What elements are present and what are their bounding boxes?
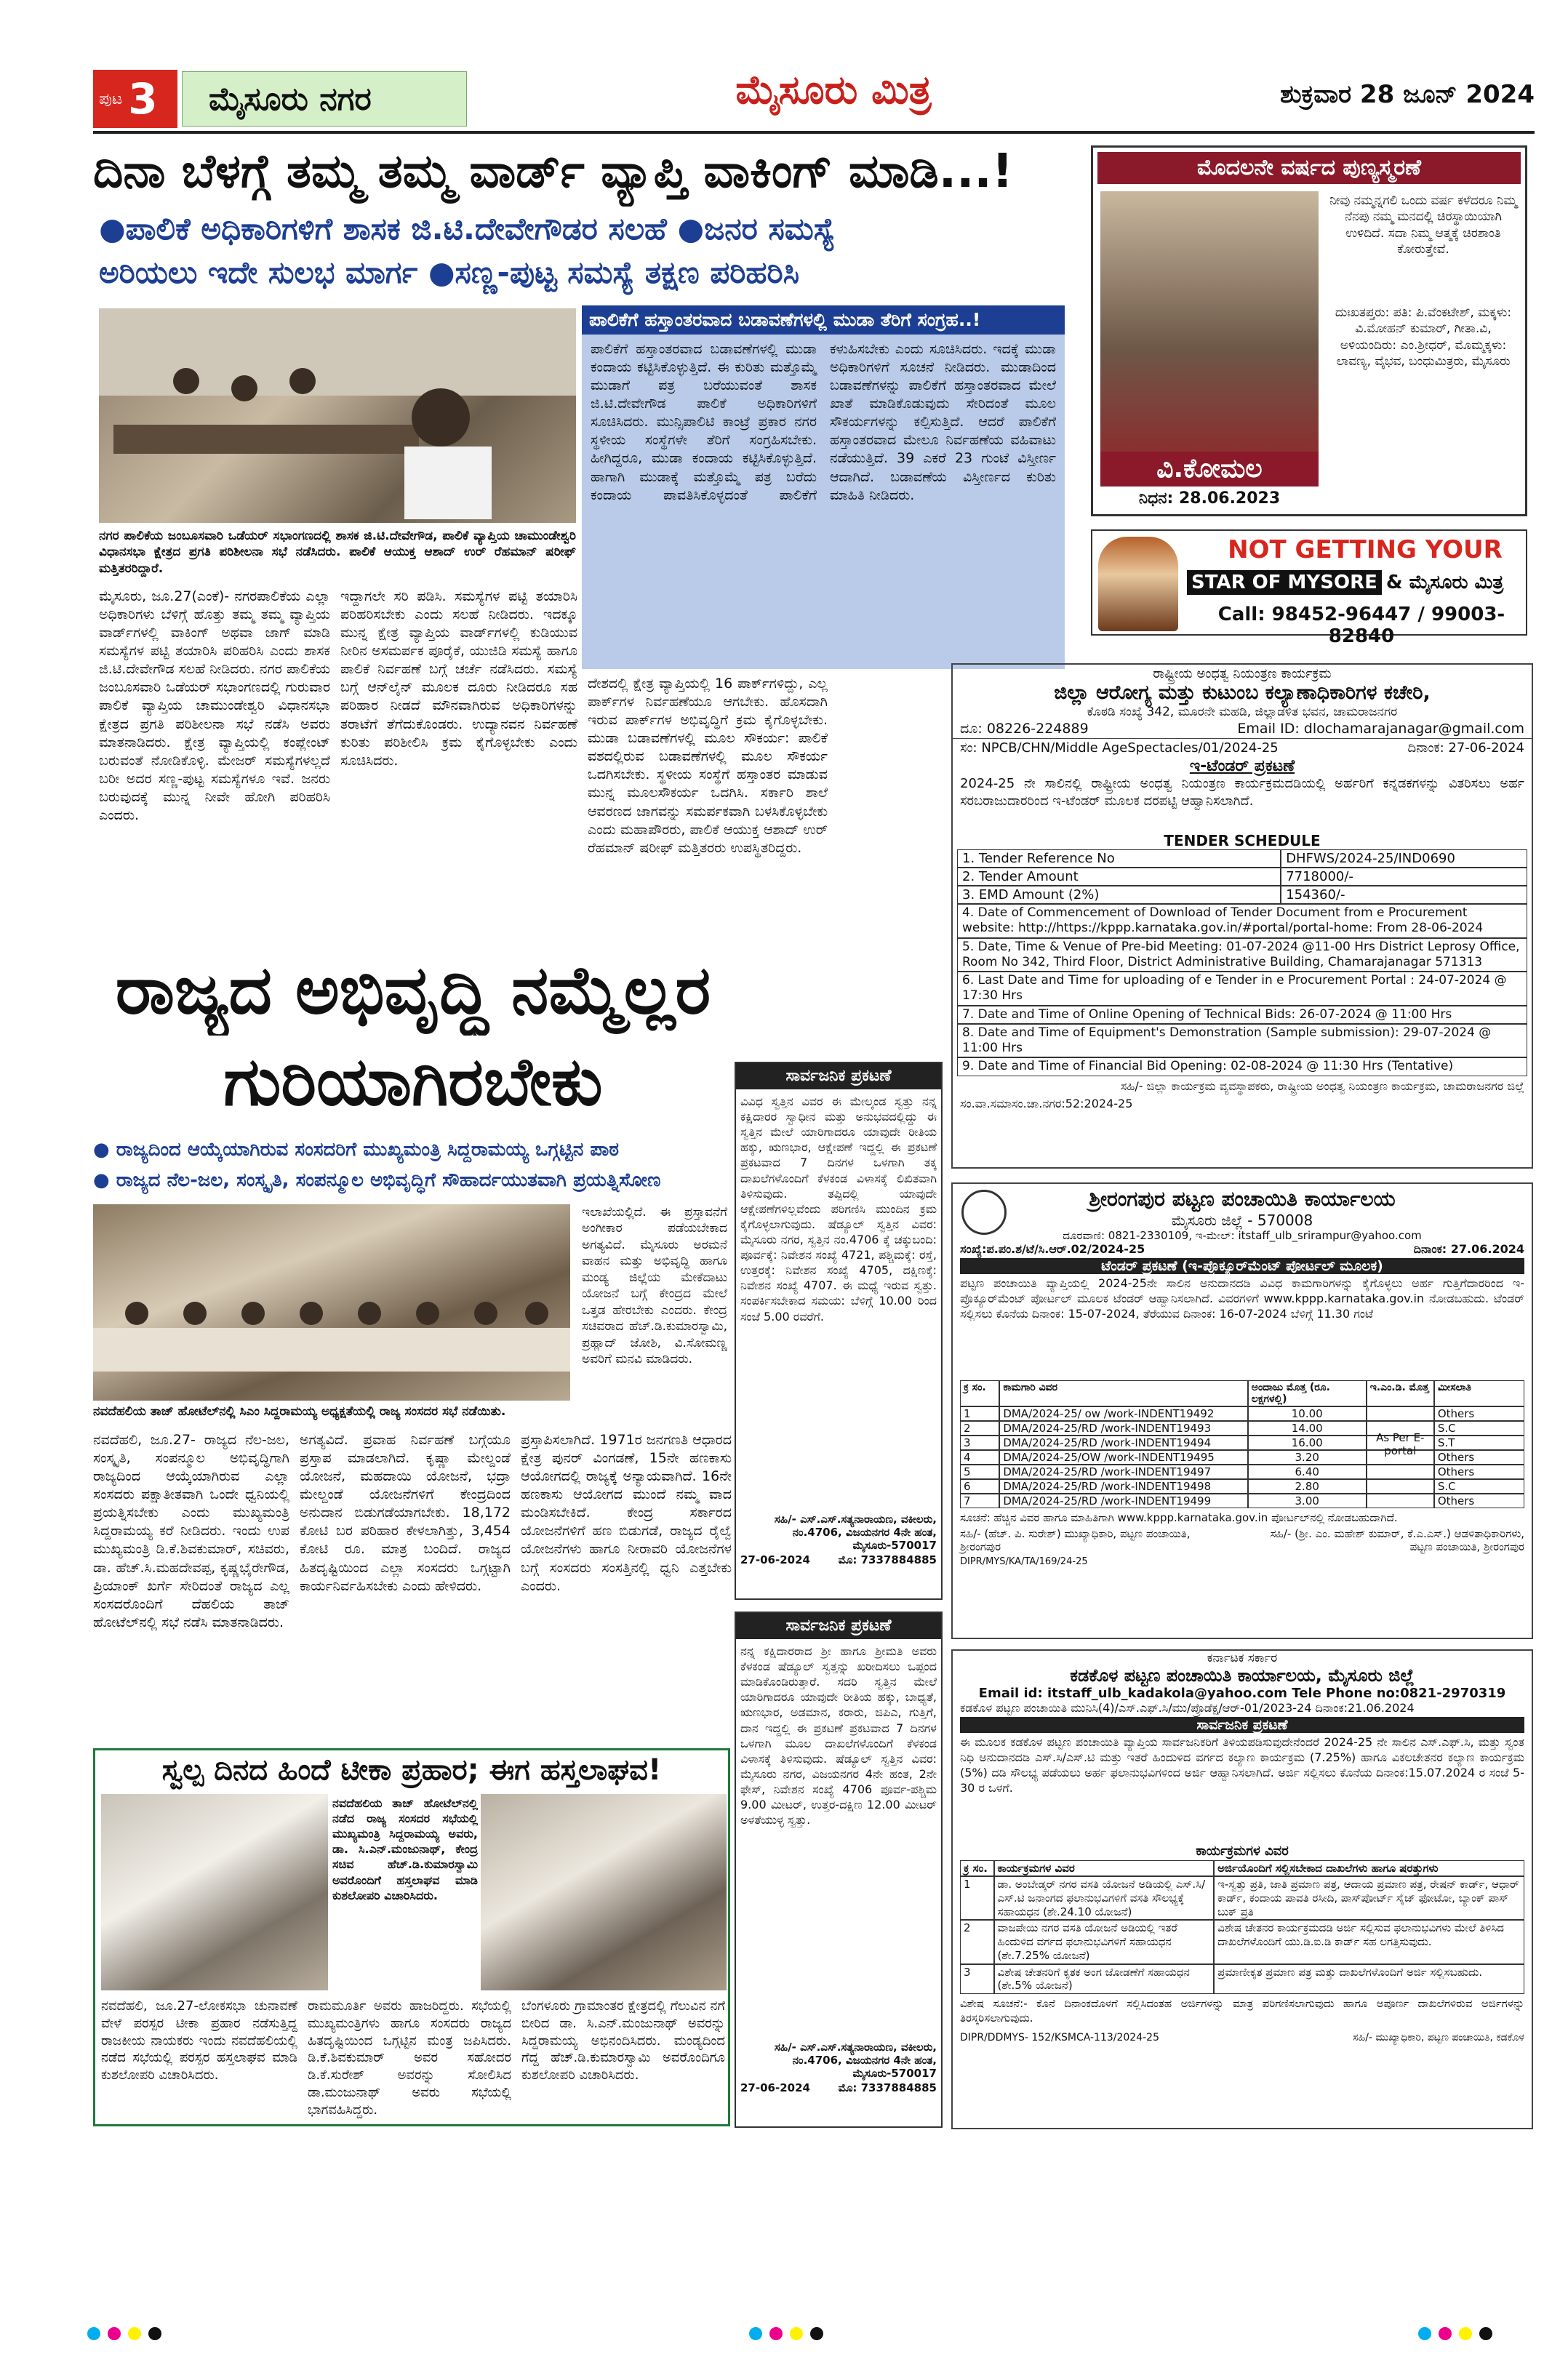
programme-table-row bbox=[960, 1920, 1524, 1963]
works-table-cell: 6 bbox=[960, 1479, 999, 1494]
lead-column-1: ಮೈಸೂರು, ಜೂ.27(ಎಂಕೆ)- ನಗರಪಾಲಿಕೆಯ ಎಲ್ಲಾ ಅಧಿಕಾರಿಗಳು ಬೆಳಿಗ್ಗೆ ಹೊತ್ತು ತಮ್ಮ ತಮ್ಮ ವ್ಯಾಪ್ತಿಯ ವಾರ್ಡ್‌ಗಳಲ್ಲಿ ವಾಕಿಂಗ್ ಅಥವಾ ಜಾಗ್ ಮಾಡಿ ಸಮಸ್ಯೆಗಳ ಪಟ್ಟಿ ತಯಾರಿಸಿ ಪರಿಹರಿಸಿ ಎಂದು ಶಾಸಕ ಜಿ.ಟಿ.ದೇವೇಗೌಡ ಸಲಹೆ ನೀಡಿದರು. ನಗರ ಪಾಲಿಕೆಯ ಜಂಬೂಸವಾರಿ ಒಡೆಯರ್ ಸಭಾಂಗಣದಲ್ಲಿ ಗುರುವಾರ ಪಾಲಿಕೆ ವ್ಯಾಪ್ತಿಯ ಚಾಮುಂಡೇಶ್ವರಿ ವಿಧಾನಸಭಾ ಕ್ಷೇತ್ರದ ಪ್ರಗತಿ ಪರಿಶೀಲನಾ ಸಭೆ ನಡೆಸಿ ಅವರು ಮಾತನಾಡಿದರು. ಕ್ಷೇತ್ರ ವ್ಯಾಪ್ತಿಯಲ್ಲಿ ಕಂಪ್ಲೇಂಟ್ ಬರುವಂತೆ ನೋಡಿಕೊಳ್ಳಿ. ಮೇಜರ್ ಸಮಸ್ಯೆಗಳಲ್ಲದೆ ಬರೀ ಅದರ ಸಣ್ಣ-ಪುಟ್ಟ ಸಮಸ್ಯೆಗಳೂ ಇವೆ. ಜನರು ಬರುವುದಕ್ಕೆ ಮುನ್ನ ನೀವೇ ಹೋಗಿ ಪರಿಹರಿಸಿ ಎಂದರು. bbox=[99, 588, 330, 823]
tender1-office: ಜಿಲ್ಲಾ ಆರೋಗ್ಯ ಮತ್ತು ಕುಟುಂಬ ಕಲ್ಯಾಣಾಧಿಕಾರಿಗಳ ಕಚೇರಿ, bbox=[1054, 681, 1431, 704]
works-table-cell: 10.00 bbox=[1248, 1406, 1367, 1421]
public-notice-1 bbox=[735, 1062, 943, 1600]
tender1-phone: ದೂ: 08226-224889 bbox=[960, 721, 1089, 737]
tender1-sanchike: ಸಂ.ವಾ.ಸಮಾಸಂ.ಚಾ.ನಗರ:52:2024-25 bbox=[960, 1096, 1133, 1110]
works-table-cell bbox=[1367, 1465, 1434, 1479]
state-column-1: ನವದೆಹಲಿ, ಜೂ.27- ರಾಜ್ಯದ ನೆಲ-ಜಲ, ಸಂಸ್ಕೃತಿ, ಸಂಪನ್ಮೂಲ ಅಭಿವೃದ್ಧಿಗಾಗಿ ರಾಜ್ಯದಿಂದ ಆಯ್ಕೆಯಾಗಿರುವ ಎಲ್ಲಾ ಸಂಸದರು ಪಕ್ಷಾತೀತವಾಗಿ ಒಂದೇ ಧ್ವನಿಯಲ್ಲಿ ಪ್ರಯತ್ನಿಸಬೇಕು ಎಂದು ಮುಖ್ಯಮಂತ್ರಿ ಸಿದ್ದರಾಮಯ್ಯ ಕರೆ ನೀಡಿದರು. ಇಂದು ಉಪ ಮುಖ್ಯಮಂತ್ರಿ ಡಿ.ಕೆ.ಶಿವಕುಮಾರ್, ಸಚಿವರು, ಡಾ. ಹೆಚ್.ಸಿ.ಮಹದೇವಪ್ಪ, ಕೃಷ್ಣಭೈರೇಗೌಡ, ಪ್ರಿಯಾಂಕ್ ಖರ್ಗೆ ಸೇರಿದಂತೆ ರಾಜ್ಯದ ಎಲ್ಲ ಸಂಸದರೊಂದಿಗೆ ದೆಹಲಿಯ ತಾಜ್ ಹೋಟೆಲ್‌ನಲ್ಲಿ ಸಭೆ ನಡೆಸಿ ಮಾತನಾಡಿದರು. bbox=[93, 1432, 289, 1630]
programme-table-row bbox=[960, 1964, 1524, 1995]
registration-marks-left bbox=[87, 2327, 169, 2343]
registration-marks-right bbox=[1418, 2327, 1500, 2343]
kadakola-body: ಈ ಮೂಲಕ ಕಡಕೊಳ ಪಟ್ಟಣ ಪಂಚಾಯಿತಿ ವ್ಯಾಪ್ತಿಯ ಸಾರ್ವಜನಿಕರಿಗೆ ತಿಳಿಯಪಡಿಸುವುದೇನೆಂದರೆ 2024-25 ನೇ ಸಾಲಿನ ಎಸ್.ಎಫ್.ಸಿ, ಮತ್ತು ಸ್ವಂತ ನಿಧಿ ಅನುದಾನದಡಿ ಎಸ್.ಸಿ/ಎಸ್.ಟಿ ಮತ್ತು ಇತರೆ ಹಿಂದುಳಿದ ವರ್ಗದ ಕಲ್ಯಾಣ ಕಾರ್ಯಕ್ರಮ (7.25%) ಹಾಗೂ ವಿಕಲಚೇತನರ ಕಲ್ಯಾಣ ಕಾರ್ಯಕ್ರಮ (5%) ದಡಿ ಸೌಲಭ್ಯ ಪಡೆಯಲು ಅರ್ಹ ಫಲಾನುಭವಿಗಳಿಂದ ಅರ್ಜಿ ಆಹ್ವಾನಿಸಲಾಗಿದೆ. ಅರ್ಜಿ ಸಲ್ಲಿಸಲು ಕೊನೆಯ ದಿನಾಂಕ:15.07.2024 ರ ಸಂಜೆ 5-30 ರ ಒಳಗೆ. bbox=[960, 1735, 1524, 1795]
council-meeting-photo bbox=[99, 308, 576, 523]
tender2-dipr: DIPR/MYS/KA/TA/169/24-25 bbox=[960, 1556, 1088, 1567]
works-table-cell: 1 bbox=[960, 1406, 999, 1421]
handshake-photo-2 bbox=[481, 1794, 727, 1990]
section-title: ಮೈಸೂರು ನಗರ bbox=[209, 81, 372, 118]
kadakola-footer bbox=[953, 2030, 1532, 2045]
works-table-row bbox=[960, 1465, 1524, 1479]
public-notice-2-date: 27-06-2024 bbox=[740, 2081, 810, 2094]
obituary-title: ಮೊದಲನೇ ವರ್ಷದ ಪುಣ್ಯಸ್ಮರಣೆ bbox=[1097, 152, 1521, 184]
schedule-row bbox=[957, 849, 1527, 868]
works-table-row bbox=[960, 1494, 1524, 1508]
works-table-cell: S.T bbox=[1434, 1436, 1524, 1450]
programme-table-header-cell: ಅರ್ಜಿಯೊಂದಿಗೆ ಸಲ್ಲಿಸಬೇಕಾದ ದಾಖಲೆಗಳು ಹಾಗೂ ಷರತ್ತುಗಳು bbox=[1214, 1860, 1524, 1876]
kadakola-dipr: DIPR/DDMYS- 152/KSMCA-113/2024-25 bbox=[960, 2032, 1159, 2043]
works-table-cell: DMA/2024-25/RD /work-INDENT19499 bbox=[999, 1494, 1247, 1508]
meeting-photo-art bbox=[99, 308, 576, 523]
tender-notice-health bbox=[951, 663, 1533, 1169]
public-notice-2-footer bbox=[736, 2080, 941, 2096]
muda-sidebar bbox=[582, 305, 1065, 669]
works-table-cell: 3.20 bbox=[1248, 1450, 1367, 1465]
schedule-item: 8. Date and Time of Equipment's Demonstration (Sample submission): 29-07-2024 @ 11:00 Hrs bbox=[957, 1024, 1527, 1058]
obituary-box bbox=[1091, 145, 1527, 516]
obituary-death-date: ನಿಧನ: 28.06.2023 bbox=[1138, 489, 1281, 508]
tender2-heading: ಟೆಂಡರ್ ಪ್ರಕಟಣೆ (ಇ-ಪ್ರೊಕ್ಯೂರ್‌ಮೆಂಟ್ ಪೋರ್ಟಲ್ ಮೂಲಕ) bbox=[960, 1258, 1524, 1274]
programme-table-header-cell: ಕ್ರ ಸಂ. bbox=[960, 1860, 994, 1876]
tender2-office: ಶ್ರೀರಂಗಪುರ ಪಟ್ಟಣ ಪಂಚಾಯಿತಿ ಕಾರ್ಯಾಲಯ bbox=[1089, 1187, 1396, 1211]
works-table-cell: 3 bbox=[960, 1436, 999, 1450]
schedule-row bbox=[957, 886, 1527, 904]
lead-subheadline-2: ಅರಿಯಲು ಇದೇ ಸುಲಭ ಮಾರ್ಗ ●ಸಣ್ಣ-ಪುಟ್ಟ ಸಮಸ್ಯೆ ತಕ್ಷಣ ಪರಿಹರಿಸಿ bbox=[99, 255, 800, 290]
obituary-portrait bbox=[1100, 191, 1319, 453]
state-column-3: ಪ್ರಸ್ತಾಪಿಸಲಾಗಿದೆ. 1971ರ ಜನಗಣತಿ ಆಧಾರದ ಕ್ಷೇತ್ರ ಪುನರ್ ವಿಂಗಡಣೆ, 15ನೇ ಹಣಕಾಸು ಆಯೋಗದಲ್ಲಿ ರಾಜ್ಯಕ್ಕೆ ಅನ್ಯಾಯವಾಗಿದೆ. 16ನೇ ಹಣಕಾಸು ಆಯೋಗದ ಮುಂದೆ ನಮ್ಮ ವಾದ ಮಂಡಿಸಬೇಕಿದೆ. ಕೇಂದ್ರ ಸರ್ಕಾರದ ಯೋಜನೆಗಳಿಗೆ ಹಣ ಬಿಡುಗಡೆ, ರಾಜ್ಯದ ರೈಲ್ವೆ ಯೋಜನೆಗಳು ಹಾಗೂ ನೀರಾವರಿ ಯೋಜನೆಗಳ ಬಗ್ಗೆ ಸಂಸದರು ಸಂಸತ್ತಿನಲ್ಲಿ ಧ್ವನಿ ಎತ್ತಬೇಕು ಎಂದರು. bbox=[521, 1432, 732, 1594]
works-table-cell: 7 bbox=[960, 1494, 999, 1508]
public-notice-1-title: ಸಾರ್ವಜನಿಕ ಪ್ರಕಟಣೆ bbox=[736, 1063, 941, 1089]
works-table-row bbox=[960, 1406, 1524, 1421]
tender1-body: 2024-25 ನೇ ಸಾಲಿನಲ್ಲಿ ರಾಷ್ಟ್ರೀಯ ಅಂಧತ್ವ ನಿಯಂತ್ರಣ ಕಾರ್ಯಕ್ರಮದಡಿಯಲ್ಲಿ ಅರ್ಹರಿಗೆ ಕನ್ನಡಕಗಳನ್ನು ವಿತರಿಸಲು ಅರ್ಹ ಸರಬರಾಜುದಾರರಿಂದ ಇ-ಟೆಂಡರ್ ಮೂಲಕ ದರಪಟ್ಟಿ ಆಹ್ವಾನಿಸಲಾಗಿದೆ. bbox=[960, 776, 1524, 809]
tender2-ref-row bbox=[953, 1242, 1532, 1257]
tender2-contact: ದೂರವಾಣಿ: 0821-2330109, ಇ-ಮೇಲ್: itstaff_ulb_srirampur@yahoo.com bbox=[1063, 1229, 1422, 1242]
state-headline-1: ರಾಜ್ಯದ ಅಭಿವೃದ್ಧಿ ನಮ್ಮೆಲ್ಲರ bbox=[115, 951, 711, 1029]
handshake-caption: ನವದೆಹಲಿಯ ತಾಜ್ ಹೋಟೆಲ್‌ನಲ್ಲಿ ನಡೆದ ರಾಜ್ಯ ಸಂಸದರ ಸಭೆಯಲ್ಲಿ ಮುಖ್ಯಮಂತ್ರಿ ಸಿದ್ದರಾಮಯ್ಯ ಅವರು, ಡಾ. ಸಿ.ಎನ್.ಮಂಜುನಾಥ್, ಕೇಂದ್ರ ಸಚಿವ ಹೆಚ್.ಡಿ.ಕುಮಾರಸ್ವಾಮಿ ಅವರೊಂದಿಗೆ ಹಸ್ತಲಾಘವ ಮಾಡಿ ಕುಶಲೋಪರಿ ವಿಚಾರಿಸಿದರು. bbox=[332, 1796, 478, 1902]
tender2-body: ಪಟ್ಟಣ ಪಂಚಾಯಿತಿ ವ್ಯಾಪ್ತಿಯಲ್ಲಿ 2024-25ನೇ ಸಾಲಿನ ಅನುದಾನದಡಿ ವಿವಿಧ ಕಾಮಗಾರಿಗಳನ್ನು ಕೈಗೊಳ್ಳಲು ಅರ್ಹ ಗುತ್ತಿಗೆದಾರರಿಂದ ಇ-ಪ್ರೊಕ್ಯೂರ್‌ಮೆಂಟ್ ಪೋರ್ಟಲ್ ಮೂಲಕ ಟೆಂಡರ್ ಆಹ್ವಾನಿಸಲಾಗಿದೆ. ವಿವರಗಳಿಗೆ www.kppp.karnataka.gov.in ನೋಡಬಹುದು. ಟೆಂಡರ್ ಸಲ್ಲಿಸಲು ಕೊನೆಯ ದಿನಾಂಕ: 15-07-2024, ತೆರೆಯುವ ದಿನಾಂಕ: 16-07-2024 ಬೆಳಿಗ್ಗೆ 11.30 ಗಂಟೆ bbox=[960, 1276, 1524, 1321]
works-table-cell: Others bbox=[1434, 1465, 1524, 1479]
ad-star-of-mysore: STAR OF MYSORE bbox=[1187, 570, 1382, 595]
state-side-text: ಇಲಾಖೆಯಲ್ಲಿದೆ. ಈ ಪ್ರಸ್ತಾವನೆಗೆ ಅಂಗೀಕಾರ ಪಡೆಯಬೇಕಾದ ಅಗತ್ಯವಿದೆ. ಮೈಸೂರು ಅರಮನೆ ವಾಹನ ಮತ್ತು ಅಭಿವೃದ್ಧಿ ಹಾಗೂ ಮಂಡ್ಯ ಜಿಲ್ಲೆಯ ಮೇಕೆದಾಟು ಯೋಜನೆ ಬಗ್ಗೆ ಕೇಂದ್ರದ ಮೇಲೆ ಒತ್ತಡ ಹೇರಬೇಕು ಎಂದರು. ಕೇಂದ್ರ ಸಚಿವರಾದ ಹೆಚ್.ಡಿ.ಕುಮಾರಸ್ವಾಮಿ, ಪ್ರಹ್ಲಾದ್ ಜೋಶಿ, ವಿ.ಸೋಮಣ್ಣ ಅವರಿಗೆ ಮನವಿ ಮಾಡಿದರು. bbox=[582, 1205, 727, 1366]
works-table-cell: 6.40 bbox=[1248, 1465, 1367, 1479]
handshake-photo-1 bbox=[101, 1794, 328, 1990]
tender1-address: ಕೊಠಡಿ ಸಂಖ್ಯೆ 342, ಮೂರನೇ ಮಹಡಿ, ಜಿಲ್ಲಾಡಳಿತ ಭವನ, ಚಾಮರಾಜನಗರ bbox=[1087, 705, 1398, 719]
public-notice-2-phone: ಮೊ: 7337884885 bbox=[838, 2081, 937, 2094]
kadakola-table-title: ಕಾರ್ಯಕ್ರಮಗಳ ವಿವರ bbox=[1196, 1843, 1289, 1859]
works-table-row bbox=[960, 1450, 1524, 1465]
page-label: ಪುಟ bbox=[99, 89, 123, 108]
works-table-cell: DMA/2024-25/ ow /work-INDENT19492 bbox=[999, 1406, 1247, 1421]
works-table-emd: As Per E- portal bbox=[1376, 1431, 1425, 1457]
works-table-cell: S.C bbox=[1434, 1479, 1524, 1494]
page-number-badge bbox=[93, 70, 177, 128]
programme-table-cell: 2 bbox=[960, 1920, 994, 1963]
tender2-sign-2: ಸಹಿ/- (ಶ್ರೀ. ಎಂ. ಮಹೇಶ್ ಕುಮಾರ್, ಕೆ.ಎ.ಎಸ್.) ಆಡಳಿತಾಧಿಕಾರಿಗಳು, ಪಟ್ಟಣ ಪಂಚಾಯಿತಿ, ಶ್ರೀರಂಗಪುರ bbox=[1270, 1527, 1524, 1553]
tender1-ref: ಸಂ: NPCB/CHN/Middle AgeSpectacles/01/2024-25 bbox=[960, 740, 1279, 756]
ad-mysooru-mitra: & ಮೈಸೂರು ಮಿತ್ರ bbox=[1385, 571, 1504, 593]
lead-photo-caption: ನಗರ ಪಾಲಿಕೆಯ ಜಂಬೂಸವಾರಿ ಒಡೆಯರ್ ಸಭಾಂಗಣದಲ್ಲಿ ಶಾಸಕ ಜಿ.ಟಿ.ದೇವೇಗೌಡ, ಪಾಲಿಕೆ ವ್ಯಾಪ್ತಿಯ ಚಾಮುಂಡೇಶ್ವರಿ ವಿಧಾನಸಭಾ ಕ್ಷೇತ್ರದ ಪ್ರಗತಿ ಪರಿಶೀಲನಾ ಸಭೆ ನಡೆಸಿದರು. ಪಾಲಿಕೆ ಆಯುಕ್ತ ಆಶಾದ್ ಉರ್ ರೆಹಮಾನ್ ಷರೀಫ್ ಮತ್ತಿತರರಿದ್ದಾರೆ. bbox=[99, 529, 576, 576]
kadakola-office: ಕಡಕೊಳ ಪಟ್ಟಣ ಪಂಚಾಯಿತಿ ಕಾರ್ಯಾಲಯ, ಮೈಸೂರು ಜಿಲ್ಲೆ bbox=[1070, 1665, 1415, 1686]
works-table-cell bbox=[1367, 1494, 1434, 1508]
schedule-key: 1. Tender Reference No bbox=[957, 849, 1281, 868]
state-subheadline-2: ● ರಾಜ್ಯದ ನೆಲ-ಜಲ, ಸಂಸ್ಕೃತಿ, ಸಂಪನ್ಮೂಲ ಅಭಿವೃದ್ಧಿಗೆ ಸೌಹಾರ್ದಯುತವಾಗಿ ಪ್ರಯತ್ನಿಸೋಣ bbox=[93, 1169, 661, 1191]
works-table-cell: 5 bbox=[960, 1465, 999, 1479]
works-table-header-cell: ಕ್ರ ಸಂ. bbox=[960, 1380, 999, 1406]
works-table-cell: Others bbox=[1434, 1494, 1524, 1508]
tender1-heading: ಇ-ಟೆಂಡರ್ ಪ್ರಕಟಣೆ bbox=[1189, 757, 1295, 775]
works-table-cell: DMA/2024-25/RD /work-INDENT19494 bbox=[999, 1436, 1247, 1450]
lead-headline: ದಿನಾ ಬೆಳಗ್ಗೆ ತಮ್ಮ ತಮ್ಮ ವಾರ್ಡ್ ವ್ಯಾಪ್ತಿ ವಾಕಿಂಗ್ ಮಾಡಿ...! bbox=[93, 145, 1013, 199]
kadakola-contact: Email id: itstaff_ulb_kadakola@yahoo.com Tele Phone no:0821-2970319 bbox=[978, 1686, 1506, 1701]
obituary-message: ನೀವು ನಮ್ಮನ್ನಗಲಿ ಒಂದು ವರ್ಷ ಕಳೆದರೂ ನಿಮ್ಮ ನೆನಪು ನಮ್ಮ ಮನದಲ್ಲಿ ಚಿರಸ್ಥಾಯಿಯಾಗಿ ಉಳಿದಿದೆ. ಸದಾ ನಿಮ್ಮ ಆತ್ಮಕ್ಕೆ ಚಿರಶಾಂತಿ ಕೋರುತ್ತೇವೆ. bbox=[1329, 193, 1517, 257]
tender2-sign-row bbox=[953, 1524, 1532, 1556]
works-table-cell: 16.00 bbox=[1248, 1436, 1367, 1450]
mps-photo-caption: ನವದೆಹಲಿಯ ತಾಜ್ ಹೋಟೆಲ್‌ನಲ್ಲಿ ಸಿಎಂ ಸಿದ್ದರಾಮಯ್ಯ ಅಧ್ಯಕ್ಷತೆಯಲ್ಲಿ ರಾಜ್ಯ ಸಂಸದರ ಸಭೆ ನಡೆಯಿತು. bbox=[93, 1404, 506, 1419]
schedule-value: DHFWS/2024-25/IND0690 bbox=[1281, 849, 1527, 868]
programme-table-cell: ವಿಶೇಷ ಚೇತನರ ಕಾರ್ಯಕ್ರಮದಡಿ ಅರ್ಜಿ ಸಲ್ಲಿಸುವ ಫಲಾನುಭವಿಗಳು ಮೇಲೆ ತಿಳಿಸಿದ ದಾಖಲೆಗಳೊಂದಿಗೆ ಯು.ಡಿ.ಐ.ಡಿ ಕಾರ್ಡ್ ಸಹ ಲಗತ್ತಿಸುವುದು. bbox=[1214, 1920, 1524, 1963]
ad-phone: Call: 98452-96447 / 99003-82840 bbox=[1217, 604, 1505, 647]
programme-table-cell: ಇ-ಸ್ವತ್ತು ಪ್ರತಿ, ಜಾತಿ ಪ್ರಮಾಣ ಪತ್ರ, ಆದಾಯ ಪ್ರಮಾಣ ಪತ್ರ, ರೇಷನ್ ಕಾರ್ಡ್, ಆಧಾರ್ ಕಾರ್ಡ್, ಕಂದಾಯ ಪಾವತಿ ರಸೀದಿ, ಪಾಸ್‌ಪೋರ್ಟ್ ಸೈಜ್ ಫೋಟೋ, ಬ್ಯಾಂಕ್ ಪಾಸ್ ಬುಕ್ ಪ್ರತಿ bbox=[1214, 1876, 1524, 1920]
tender1-date: ದಿನಾಂಕ: 27-06-2024 bbox=[1407, 740, 1524, 756]
newspaper-ad bbox=[1091, 529, 1527, 647]
schedule-value: 154360/- bbox=[1281, 886, 1527, 904]
works-table-cell: DMA/2024-25/OW /work-INDENT19495 bbox=[999, 1450, 1247, 1465]
kadakola-sign: ಸಹಿ/- ಮುಖ್ಯಾಧಿಕಾರಿ, ಪಟ್ಟಣ ಪಂಚಾಯಿತಿ, ಕಡಕೊಳ bbox=[1353, 2032, 1524, 2043]
schedule-item: 6. Last Date and Time for uploading of e Tender in e Procurement Portal : 24-07-2024 @ 17:30 Hrs bbox=[957, 972, 1527, 1006]
works-table-cell: 14.00 bbox=[1248, 1421, 1367, 1436]
works-table-header bbox=[960, 1380, 1524, 1406]
works-table-row bbox=[960, 1421, 1524, 1436]
page-number: 3 bbox=[128, 74, 158, 124]
programme-table-cell: 3 bbox=[960, 1964, 994, 1995]
works-table-cell: Others bbox=[1434, 1450, 1524, 1465]
handshake-column-3: ಬೆಂಗಳೂರು ಗ್ರಾಮಾಂತರ ಕ್ಷೇತ್ರದಲ್ಲಿ ಗೆಲುವಿನ ನಗೆ ಬೀರಿದ ಡಾ. ಸಿ.ಎನ್.ಮಂಜುನಾಥ್ ಅವರನ್ನು ಸಿದ್ದರಾಮಯ್ಯ ಅಭಿನಂದಿಸಿದರು. ಮಂಡ್ಯದಿಂದ ಗೆದ್ದ ಹೆಚ್.ಡಿ.ಕುಮಾರಸ್ವಾಮಿ ಅವರೊಂದಿಗೂ ಕುಶಲೋಪರಿ ವಿಚಾರಿಸಿದರು. bbox=[521, 1998, 725, 2083]
srirangapura-emblem bbox=[961, 1190, 1007, 1235]
works-table-cell: 4 bbox=[960, 1450, 999, 1465]
works-table-cell: 2.80 bbox=[1248, 1479, 1367, 1494]
public-notice-1-text: ವಿವಿಧ ಸ್ವತ್ತಿನ ವಿವರ ಈ ಮೇಲ್ಕಂಡ ಸ್ವತ್ತು ನನ್ನ ಕಕ್ಷಿದಾರರ ಸ್ವಾಧೀನ ಮತ್ತು ಅನುಭವದಲ್ಲಿದ್ದು ಈ ಸ್ವತ್ತಿನ ಮೇಲೆ ಯಾರಿಗಾದರೂ ಯಾವುದೇ ರೀತಿಯ ಹಕ್ಕು, ಋಣಭಾರ, ಆಕ್ಷೇಪಣೆ ಇದ್ದಲ್ಲಿ ಈ ಪ್ರಕಟಣೆ ಪ್ರಕಟವಾದ 7 ದಿನಗಳ ಒಳಗಾಗಿ ತಕ್ಕ ದಾಖಲೆಗಳೊಂದಿಗೆ ಕೆಳಕಂಡ ವಿಳಾಸಕ್ಕೆ ಲಿಖಿತವಾಗಿ ತಿಳಿಸುವುದು. ತಪ್ಪಿದಲ್ಲಿ ಯಾವುದೇ ಆಕ್ಷೇಪಣೆಗಳಿಲ್ಲವೆಂದು ಪರಿಗಣಿಸಿ ಮುಂದಿನ ಕ್ರಮ ಕೈಗೊಳ್ಳಲಾಗುವುದು. ಷೆಡ್ಯೂಲ್ ಸ್ವತ್ತಿನ ವಿವರ: ಮೈಸೂರು ನಗರ, ಸ್ವತ್ತಿನ ನಂ.4706 ಕ್ಕೆ ಚಕ್ಕುಬಂದಿ: ಪೂರ್ವಕ್ಕೆ: ನಿವೇಶನ ಸಂಖ್ಯೆ 4721, ಪಶ್ಚಿಮಕ್ಕೆ: ರಸ್ತೆ, ಉತ್ತರಕ್ಕೆ: ನಿವೇಶನ ಸಂಖ್ಯೆ 4705, ದಕ್ಷಿಣಕ್ಕೆ: ನಿವೇಶನ ಸಂಖ್ಯೆ 4707. ಈ ಮಧ್ಯೆ ಇರುವ ಸ್ವತ್ತು. ಸಂಪರ್ಕಿಸಬೇಕಾದ ಸಮಯ: ಬೆಳಿಗ್ಗೆ 10.00 ರಿಂದ ಸಂಜೆ 5.00 ರವರೆಗೆ. bbox=[740, 1094, 937, 1324]
schedule-item: 5. Date, Time & Venue of Pre-bid Meeting: 01-07-2024 @11-00 Hrs District Leprosy Office, Room No 342, Third Floor, District Administrative Building, Chamarajanagar 571313 bbox=[957, 938, 1527, 972]
lead-column-3: ದೇಶದಲ್ಲಿ ಕ್ಷೇತ್ರ ವ್ಯಾಪ್ತಿಯಲ್ಲಿ 16 ಪಾರ್ಕ್‌ಗಳಿದ್ದು, ಎಲ್ಲ ಪಾರ್ಕ್‌ಗಳ ನಿರ್ವಹಣೆಯೂ ಆಗಬೇಕು. ಹೊಸದಾಗಿ ಇರುವ ಪಾರ್ಕ್‌ಗಳ ಅಭಿವೃದ್ಧಿಗೆ ಕ್ರಮ ಕೈಗೊಳ್ಳಬೇಕು. ಮುಡಾ ಬಡಾವಣೆಗಳಲ್ಲಿ ಮೂಲ ಸೌಕರ್ಯ: ಪಾಲಿಕೆ ವಶದಲ್ಲಿರುವ ಬಡಾವಣೆಗಳಲ್ಲಿ ಮೂಲ ಸೌಕರ್ಯ ಒದಗಿಸಬೇಕು. ಸ್ಥಳೀಯ ಸಂಸ್ಥೆಗೆ ಹಸ್ತಾಂತರ ಮಾಡುವ ಮುನ್ನ ಮೂಲಸೌಕರ್ಯ ಒದಗಿಸಿ. ಸರ್ಕಾರಿ ಶಾಲೆ ಆವರಣದ ಜಾಗವನ್ನು ಸಮರ್ಪಕವಾಗಿ ಬಳಸಿಕೊಳ್ಳಬೇಕು ಎಂದು ಮಹಾಪೌರರು, ಪಾಲಿಕೆ ಆಯುಕ್ತ ಆಶಾದ್ ಉರ್ ರೆಹಮಾನ್ ಷರೀಫ್ ಮತ್ತಿತರರು ಉಪಸ್ಥಿತರಿದ್ದರು. bbox=[588, 676, 828, 856]
tender-notice-srirangapura bbox=[951, 1182, 1533, 1639]
works-table-row bbox=[960, 1479, 1524, 1494]
programme-table-row bbox=[960, 1876, 1524, 1920]
schedule-value: 7718000/- bbox=[1281, 868, 1527, 886]
works-table-cell: Others bbox=[1434, 1406, 1524, 1421]
tender1-sign: ಸಹಿ/- ಜಿಲ್ಲಾ ಕಾರ್ಯಕ್ರಮ ವ್ಯವಸ್ಥಾಪಕರು, ರಾಷ್ಟ್ರೀಯ ಅಂಧತ್ವ ನಿಯಂತ್ರಣ ಕಾರ್ಯಕ್ರಮ, ಚಾಮರಾಜನಗರ ಜಿಲ್ಲೆ bbox=[1120, 1078, 1524, 1093]
paper-logo: ಮೈಸೂರು ಮಿತ್ರ bbox=[735, 67, 932, 113]
works-table-row bbox=[960, 1436, 1524, 1450]
ad-line-2 bbox=[1187, 567, 1521, 598]
tender2-works-table bbox=[960, 1380, 1524, 1508]
tender2-date: ದಿನಾಂಕ: 27.06.2024 bbox=[1413, 1242, 1524, 1256]
kadakola-notice bbox=[951, 1649, 1533, 2129]
works-table-cell bbox=[1367, 1406, 1434, 1421]
works-table-cell: DMA/2024-25/RD /work-INDENT19498 bbox=[999, 1479, 1247, 1494]
tender2-district: ಮೈಸೂರು ಜಿಲ್ಲೆ - 570008 bbox=[1171, 1212, 1313, 1229]
schedule-item: 7. Date and Time of Online Opening of Technical Bids: 26-07-2024 @ 11:00 Hrs bbox=[957, 1006, 1527, 1024]
handshake-column-1: ನವದೆಹಲಿ, ಜೂ.27-ಲೋಕಸಭಾ ಚುನಾವಣೆ ವೇಳೆ ಪರಸ್ಪರ ಟೀಕಾ ಪ್ರಹಾರ ನಡೆಸುತ್ತಿದ್ದ ರಾಜಕೀಯ ನಾಯಕರು ಇಂದು ನವದೆಹಲಿಯಲ್ಲಿ ನಡೆದ ಸಭೆಯಲ್ಲಿ ಪರಸ್ಪರ ಹಸ್ತಲಾಘವ ಮಾಡಿ ಕುಶಲೋಪರಿ ವಿಚಾರಿಸಿದರು. bbox=[101, 1998, 297, 2083]
programme-table-cell: ವಿಶೇಷ ಚೇತನರಿಗೆ ಕೃತಕ ಅಂಗ ಜೋಡಣೆಗೆ ಸಹಾಯಧನ (ಶೇ.5% ಯೋಜನೆ) bbox=[994, 1964, 1215, 1995]
public-notice-2 bbox=[735, 1612, 943, 2128]
schedule-key: 2. Tender Amount bbox=[957, 868, 1281, 886]
tender2-note: ಸೂಚನೆ: ಹೆಚ್ಚಿನ ವಿವರ ಹಾಗೂ ಮಾಹಿತಿಗಾಗಿ www.kppp.karnataka.gov.in ಪೋರ್ಟಲ್‌ನಲ್ಲಿ ನೋಡಬಹುದಾಗಿದೆ. bbox=[960, 1511, 1398, 1524]
ad-cartoon bbox=[1098, 537, 1178, 631]
tender1-contact-row bbox=[953, 719, 1532, 738]
section-banner bbox=[182, 71, 467, 127]
kadakola-footnote: ವಿಶೇಷ ಸೂಚನೆ:- ಕೊನೆ ದಿನಾಂಕದೊಳಗೆ ಸಲ್ಲಿಸಿದಂತಹ ಅರ್ಜಿಗಳನ್ನು ಮಾತ್ರ ಪರಿಗಣಿಸಲಾಗುವುದು ಹಾಗೂ ಅಪೂರ್ಣ ದಾಖಲೆಗಳಿರುವ ಅರ್ಜಿಗಳನ್ನು ತಿರಸ್ಕರಿಸಲಾಗುವುದು. bbox=[960, 1997, 1524, 2025]
obituary-mourners: ದುಃಖತಪ್ತರು: ಪತಿ: ಪಿ.ವೆಂಕಟೇಶ್, ಮಕ್ಕಳು: ವಿ.ಮೋಹನ್ ಕುಮಾರ್, ಗೀತಾ.ವಿ, ಅಳಿಯಂದಿರು: ಎಂ.ಶ್ರೀಧರ್, ಮೊಮ್ಮಕ್ಕಳು: ಲಾವಣ್ಯ, ವೈಭವ, ಬಂಧುಮಿತ್ರರು, ಮೈಸೂರು bbox=[1335, 305, 1512, 369]
tender2-sign-1: ಸಹಿ/- (ಹೆಚ್. ಪಿ. ಸುರೇಶ್) ಮುಖ್ಯಾಧಿಕಾರಿ, ಪಟ್ಟಣ ಪಂಚಾಯಿತಿ, ಶ್ರೀರಂಗಪುರ bbox=[960, 1527, 1191, 1553]
public-notice-1-phone: ಮೊ: 7337884885 bbox=[838, 1553, 937, 1566]
lead-column-2: ಇದ್ದಾಗಲೇ ಸರಿ ಪಡಿಸಿ. ಸಮಸ್ಯೆಗಳ ಪಟ್ಟಿ ತಯಾರಿಸಿ ಪರಿಹರಿಸಬೇಕು ಎಂದು ಸಲಹೆ ನೀಡಿದರು. ಇದಕ್ಕೂ ಮುನ್ನ ಕ್ಷೇತ್ರ ವ್ಯಾಪ್ತಿಯ ವಾರ್ಡ್‌ಗಳಲ್ಲಿ ಕುಡಿಯುವ ನೀರಿನ ಅಸಮರ್ಪಕ ಪೂರೈಕೆ, ಯುಜಿಡಿ ಸಮಸ್ಯೆ ಹಾಗೂ ಪಾಲಿಕೆ ನಿರ್ವಹಣೆ ಬಗ್ಗೆ ಚರ್ಚೆ ನಡೆಸಿದರು. ಸಮಸ್ಯೆ ಬಗ್ಗೆ ಆನ್‌ಲೈನ್ ಮೂಲಕ ದೂರು ನೀಡಿದರೂ ಸಹ ಪರಿಹಾರ ನೀಡದೆ ಮೌನವಾಗಿರುವ ಅಧಿಕಾರಿಗಳನ್ನು ತರಾಟೆಗೆ ತೆಗೆದುಕೊಂಡರು. ಉದ್ಯಾನವನ ನಿರ್ವಹಣೆ ಕುರಿತು ಪರಿಶೀಲಿಸಿ ಕ್ರಮ ಕೈಗೊಳ್ಳಬೇಕು ಎಂದು ಸೂಚಿಸಿದರು. bbox=[340, 588, 577, 769]
works-table-cell: DMA/2024-25/RD /work-INDENT19497 bbox=[999, 1465, 1247, 1479]
issue-date: ಶುಕ್ರವಾರ 28 ಜೂನ್ 2024 bbox=[1280, 80, 1535, 109]
public-notice-1-footer bbox=[736, 1552, 941, 1568]
programme-table-cell: ಪ್ರಮಾಣೀಕೃತ ಪ್ರಮಾಣ ಪತ್ರ ಮತ್ತು ದಾಖಲೆಗಳೊಂದಿಗೆ ಅರ್ಜಿ ಸಲ್ಲಿಸಬಹುದು. bbox=[1214, 1964, 1524, 1995]
schedule-item: 9. Date and Time of Financial Bid Opening: 02-08-2024 @ 11:30 Hrs (Tentative) bbox=[957, 1057, 1527, 1076]
programme-table-cell: ವಾಜಪೇಯಿ ನಗರ ವಸತಿ ಯೋಜನೆ ಅಡಿಯಲ್ಲಿ ಇತರೆ ಹಿಂದುಳಿದ ವರ್ಗದ ಫಲಾನುಭವಿಗಳಿಗೆ ಸಹಾಯಧನ (ಶೇ.7.25% ಯೋಜನೆ) bbox=[994, 1920, 1215, 1963]
obituary-name: ವಿ.ಕೋಮಲ bbox=[1100, 452, 1319, 487]
tender1-schedule-title: TENDER SCHEDULE bbox=[1164, 832, 1321, 849]
public-notice-1-sign: ಸಹಿ/- ಎಸ್.ಎಸ್.ಸತ್ಯನಾರಾಯಣ, ವಕೀಲರು, ನಂ.4706, ವಿಜಯನಗರ 4ನೇ ಹಂತ, ಮೈಸೂರು-570017 bbox=[774, 1513, 937, 1552]
muda-sidebar-title: ಪಾಲಿಕೆಗೆ ಹಸ್ತಾಂತರವಾದ ಬಡಾವಣೆಗಳಲ್ಲಿ ಮುಡಾ ತೆರಿಗೆ ಸಂಗ್ರಹ..! bbox=[582, 305, 1065, 335]
masthead-rule bbox=[93, 131, 1535, 134]
mps-meeting-photo-art bbox=[93, 1204, 570, 1401]
schedule-row bbox=[957, 868, 1527, 886]
tender1-programme: ರಾಷ್ಟ್ರೀಯ ಅಂಧತ್ವ ನಿಯಂತ್ರಣ ಕಾರ್ಯಕ್ರಮ bbox=[1153, 666, 1332, 681]
tender1-email: Email ID: dlochamarajanagar@gmail.com bbox=[1237, 721, 1524, 737]
works-table-header-cell: ಇ.ಎಂ.ಡಿ. ಮೊತ್ತ bbox=[1367, 1380, 1434, 1406]
state-column-2: ಅಗತ್ಯವಿದೆ. ಪ್ರವಾಹ ನಿರ್ವಹಣೆ ಬಗ್ಗೆಯೂ ಪ್ರಸ್ತಾಪ ಮಾಡಲಾಗಿದೆ. ಕೃಷ್ಣಾ ಮೇಲ್ದಂಡೆ ಯೋಜನೆ, ಮಹದಾಯಿ ಯೋಜನೆ, ಭದ್ರಾ ಮೇಲ್ದಂಡೆ ಯೋಜನೆಗಳಿಗೆ ಕೇಂದ್ರದಿಂದ ಅನುದಾನ ಬಿಡುಗಡೆಯಾಗಬೇಕು. 18,172 ಕೋಟಿ ಬರ ಪರಿಹಾರ ಕೇಳಲಾಗಿತ್ತು, 3,454 ಕೋಟಿ ರೂ. ಮಾತ್ರ ಬಂದಿದೆ. ರಾಜ್ಯದ ಹಿತದೃಷ್ಟಿಯಿಂದ ಎಲ್ಲಾ ಸಂಸದರು ಒಗ್ಗಟ್ಟಾಗಿ ಕಾರ್ಯನಿರ್ವಹಿಸಬೇಕು ಎಂದು ಹೇಳಿದರು. bbox=[300, 1432, 511, 1594]
kadakola-ref: ಕಡಕೊಳ ಪಟ್ಟಣ ಪಂಚಾಯಿತಿ ಮುನಿಸಿ(4)/ಎಸ್.ಎಫ್.ಸಿ/ಮು/ಪ್ರೊಡೆಕ್ಷ/ಆರ್-01/2023-24 ದಿನಾಂಕ:21.06.2024 bbox=[960, 1701, 1415, 1715]
works-table-header-cell: ಕಾಮಗಾರಿ ವಿವರ bbox=[999, 1380, 1247, 1406]
public-notice-2-text: ನನ್ನ ಕಕ್ಷಿದಾರರಾದ ಶ್ರೀ ಹಾಗೂ ಶ್ರೀಮತಿ ಅವರು ಕೆಳಕಂಡ ಷೆಡ್ಯೂಲ್ ಸ್ವತ್ತನ್ನು ಖರೀದಿಸಲು ಒಪ್ಪಂದ ಮಾಡಿಕೊಂಡಿರುತ್ತಾರೆ. ಸದರಿ ಸ್ವತ್ತಿನ ಮೇಲೆ ಯಾರಿಗಾದರೂ ಯಾವುದೇ ರೀತಿಯ ಹಕ್ಕು, ಬಾಧ್ಯತೆ, ಋಣಭಾರ, ಅಡಮಾನ, ಕರಾರು, ಜಿಪಿಎ, ಗುತ್ತಿಗೆ, ದಾನ ಇದ್ದಲ್ಲಿ ಈ ಪ್ರಕಟಣೆ ಪ್ರಕಟವಾದ 7 ದಿನಗಳ ಒಳಗಾಗಿ ಮೂಲ ದಾಖಲೆಗಳೊಂದಿಗೆ ಕೆಳಕಂಡ ವಿಳಾಸಕ್ಕೆ ತಿಳಿಸುವುದು. ಷೆಡ್ಯೂಲ್ ಸ್ವತ್ತಿನ ವಿವರ: ಮೈಸೂರು ನಗರ, ವಿಜಯನಗರ 4ನೇ ಹಂತ, 2ನೇ ಫೇಸ್, ನಿವೇಶನ ಸಂಖ್ಯೆ 4706 ಪೂರ್ವ-ಪಶ್ಚಿಮ 9.00 ಮೀಟರ್, ಉತ್ತರ-ದಕ್ಷಿಣ 12.00 ಮೀಟರ್ ಅಳತೆಯುಳ್ಳ ಸ್ವತ್ತು. bbox=[740, 1644, 937, 1827]
muda-sidebar-text: ಪಾಲಿಕೆಗೆ ಹಸ್ತಾಂತರವಾದ ಬಡಾವಣೆಗಳಲ್ಲಿ ಮುಡಾ ಕಂದಾಯ ಕಟ್ಟಿಸಿಕೊಳ್ಳುತ್ತಿದೆ. ಈ ಕುರಿತು ಮತ್ತೊಮ್ಮೆ ಮುಡಾಗೆ ಪತ್ರ ಬರೆಯುವಂತೆ ಶಾಸಕ ಜಿ.ಟಿ.ದೇವೇಗೌಡ ಪಾಲಿಕೆ ಅಧಿಕಾರಿಗಳಿಗೆ ಸೂಚಿಸಿದರು. ಮುನ್ಸಿಪಾಲಿಟಿ ಕಾಂಟ್ರೆ ಪ್ರಕಾರ ನಗರ ಸ್ಥಳೀಯ ಸಂಸ್ಥೆಗಳೇ ತೆರಿಗೆ ಸಂಗ್ರಹಿಸಬೇಕು. ಹೀಗಿದ್ದರೂ, ಮುಡಾ ಕಂದಾಯ ಕಟ್ಟಿಸಿಕೊಳ್ಳುತ್ತಿದೆ. ಹಾಗಾಗಿ ಮುಡಾಕ್ಕೆ ಮತ್ತೊಮ್ಮೆ ಪತ್ರ ಬರೆದು ಕಂದಾಯ ಪಾವತಿಸಿಕೊಳ್ಳದಂತೆ ಪಾಲಿಕೆಗೆ ಕಳುಹಿಸಬೇಕು ಎಂದು ಸೂಚಿಸಿದರು. ಇದಕ್ಕೆ ಮುಡಾ ಅಧಿಕಾರಿಗಳಿಗೆ ಸೂಚನೆ ನೀಡಿದರು. ಮುಡಾದಿಂದ ಬಡಾವಣೆಗಳನ್ನು ಪಾಲಿಕೆಗೆ ಹಸ್ತಾಂತರವಾದ ಮೇಲೆ ಖಾತೆ ಮಾಡಿಕೊಡುವುದು ಸೇರಿದಂತೆ ಮೂಲ ಸೌಕರ್ಯಗಳನ್ನು ಕಲ್ಪಿಸುತ್ತಿದೆ. ಆದರೆ ಪಾಲಿಕೆಗೆ ಹಸ್ತಾಂತರವಾದ ಮೇಲೂ ನಿರ್ವಹಣೆಯ ವಹಿವಾಟು ನಡೆಯುತ್ತಿದೆ. 39 ಎಕರೆ 23 ಗುಂಟೆ ವಿಸ್ತೀರ್ಣ ಆದಾಗಿದೆ. ಬಡಾವಣೆಯ ವಿಸ್ತೀರ್ಣದ ಕುರಿತು ಮಾಹಿತಿ ನೀಡಿದರು. bbox=[591, 341, 1056, 503]
mps-meeting-photo bbox=[93, 1204, 570, 1401]
handshake-headline: ಸ್ವಲ್ಪ ದಿನದ ಹಿಂದೆ ಟೀಕಾ ಪ್ರಹಾರ; ಈಗ ಹಸ್ತಲಾಘವ! bbox=[161, 1753, 662, 1787]
schedule-key: 3. EMD Amount (2%) bbox=[957, 886, 1281, 904]
state-subheadline-1: ● ರಾಜ್ಯದಿಂದ ಆಯ್ಕೆಯಾಗಿರುವ ಸಂಸದರಿಗೆ ಮುಖ್ಯಮಂತ್ರಿ ಸಿದ್ದರಾಮಯ್ಯ ಒಗ್ಗಟ್ಟಿನ ಪಾಠ bbox=[93, 1139, 619, 1161]
handshake-column-2: ರಾಮಮೂರ್ತಿ ಅವರು ಹಾಜರಿದ್ದರು. ಸಭೆಯಲ್ಲಿ ಮುಖ್ಯಮಂತ್ರಿಗಳು ಹಾಗೂ ಸಂಸದರು ರಾಜ್ಯದ ಹಿತದೃಷ್ಟಿಯಿಂದ ಒಗ್ಗಟ್ಟಿನ ಮಂತ್ರ ಜಪಿಸಿದರು. ಡಿ.ಕೆ.ಶಿವಕುಮಾರ್ ಅವರ ಸಹೋದರ ಡಿ.ಕೆ.ಸುರೇಶ್ ಅವರನ್ನು ಸೋಲಿಸಿದ ಡಾ.ಮಂಜುನಾಥ್ ಅವರು ಸಭೆಯಲ್ಲಿ ಭಾಗವಹಿಸಿದ್ದರು. bbox=[308, 1998, 511, 2118]
kadakola-heading: ಸಾರ್ವಜನಿಕ ಪ್ರಕಟಣೆ bbox=[960, 1717, 1524, 1733]
kadakola-programme-table bbox=[960, 1860, 1524, 1994]
lead-subheadline-1: ●ಪಾಲಿಕೆ ಅಧಿಕಾರಿಗಳಿಗೆ ಶಾಸಕ ಜಿ.ಟಿ.ದೇವೇಗೌಡರ ಸಲಹೆ ●ಜನರ ಸಮಸ್ಯೆ bbox=[99, 211, 836, 247]
tender1-schedule-dates bbox=[957, 904, 1527, 1076]
programme-table-cell: ಡಾ. ಅಂಬೇಡ್ಕರ್ ನಗರ ವಸತಿ ಯೋಜನೆ ಅಡಿಯಲ್ಲಿ ಎಸ್.ಸಿ/ಎಸ್.ಟಿ ಜನಾಂಗದ ಫಲಾನುಭವಿಗಳಿಗೆ ವಸತಿ ಸೌಲಭ್ಯಕ್ಕೆ ಸಹಾಯಧನ (ಶೇ.24.10 ಯೋಜನೆ) bbox=[994, 1876, 1215, 1920]
works-table-cell: S.C bbox=[1434, 1421, 1524, 1436]
works-table-cell bbox=[1367, 1479, 1434, 1494]
works-table-cell: 3.00 bbox=[1248, 1494, 1367, 1508]
works-table-cell: 2 bbox=[960, 1421, 999, 1436]
programme-table-header-cell: ಕಾರ್ಯಕ್ರಮಗಳ ವಿವರ bbox=[994, 1860, 1215, 1876]
schedule-item: 4. Date of Commencement of Download of Tender Document from e Procurement website: http://https://kppp.karnataka.gov.in/#portal/portal-home: From 28-06-2024 bbox=[957, 904, 1527, 938]
programme-table-cell: 1 bbox=[960, 1876, 994, 1920]
registration-marks-center bbox=[749, 2327, 831, 2343]
programme-table-header bbox=[960, 1860, 1524, 1876]
tender2-ref: ಸಂಖ್ಯೆ:ಪ.ಪಂ.ಶ/ಟೆ/ಸಿ.ಆರ್.02/2024-25 bbox=[960, 1242, 1145, 1256]
handshake-story-box bbox=[93, 1748, 730, 2126]
ad-line-1: NOT GETTING YOUR bbox=[1228, 535, 1503, 564]
public-notice-2-title: ಸಾರ್ವಜನಿಕ ಪ್ರಕಟಣೆ bbox=[736, 1613, 941, 1639]
works-table-header-cell: ಮೀಸಲಾತಿ bbox=[1434, 1380, 1524, 1406]
tender1-schedule-table bbox=[957, 849, 1527, 904]
tender1-ref-row bbox=[953, 738, 1532, 757]
public-notice-1-date: 27-06-2024 bbox=[740, 1553, 810, 1566]
kadakola-govt: ಕರ್ನಾಟಕ ಸರ್ಕಾರ bbox=[1207, 1651, 1278, 1665]
works-table-header-cell: ಅಂದಾಜು ಮೊತ್ತ (ರೂ. ಲಕ್ಷಗಳಲ್ಲಿ) bbox=[1248, 1380, 1367, 1406]
works-table-cell: DMA/2024-25/RD /work-INDENT19493 bbox=[999, 1421, 1247, 1436]
state-headline-2: ಗುರಿಯಾಗಿರಬೇಕು bbox=[223, 1043, 603, 1121]
public-notice-2-sign: ಸಹಿ/- ಎಸ್.ಎಸ್.ಸತ್ಯನಾರಾಯಣ, ವಕೀಲರು, ನಂ.4706, ವಿಜಯನಗರ 4ನೇ ಹಂತ, ಮೈಸೂರು-570017 bbox=[774, 2041, 937, 2080]
